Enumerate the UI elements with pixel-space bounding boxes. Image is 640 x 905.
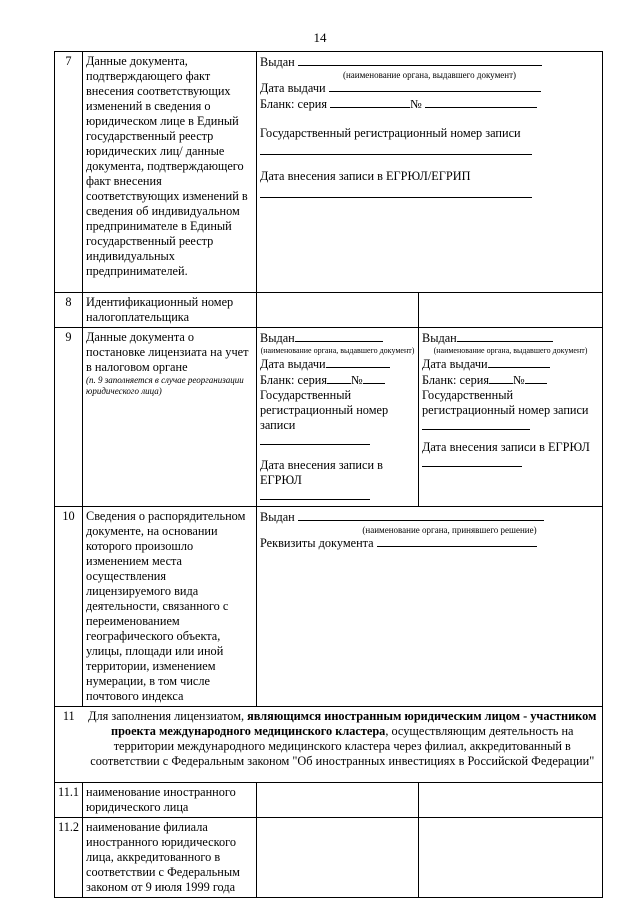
- details-label: Реквизиты документа: [260, 536, 374, 550]
- number-sign: №: [513, 373, 525, 387]
- issue-date-label: Дата выдачи: [260, 357, 326, 371]
- row-10: [55, 507, 603, 707]
- entry-date-label: Дата внесения записи в ЕГРЮЛ/ЕГРИП: [260, 169, 471, 183]
- reg-number-label: Государственный регистрационный номер записи: [260, 126, 521, 140]
- issue-date-field[interactable]: [329, 80, 541, 92]
- row-11-1-value-right[interactable]: [419, 783, 603, 818]
- issued-hint: (наименование органа, выдавшего документ): [433, 346, 588, 355]
- issued-label: Выдан: [260, 331, 295, 345]
- issue-date-label: Дата выдачи: [260, 81, 326, 95]
- row-11-2-value-left[interactable]: [257, 818, 419, 898]
- row-11-1-value-left[interactable]: [257, 783, 419, 818]
- row-9-left-fields: [257, 328, 419, 507]
- issue-date-field[interactable]: [488, 356, 550, 368]
- issued-hint: (наименование органа, выдавшего документ): [342, 70, 517, 80]
- blank-series-field[interactable]: [327, 372, 351, 384]
- reg-number-field[interactable]: [422, 418, 530, 430]
- row-9-note: (п. 9 заполняется в случае реорганизации юридического лица): [86, 375, 244, 396]
- reg-number-label: Государственный регистрационный номер записи: [260, 388, 389, 432]
- reg-number-field[interactable]: [260, 433, 370, 445]
- blank-number-field[interactable]: [525, 372, 547, 384]
- row-7: [55, 52, 603, 293]
- row-8-label: Идентификационный номер налогоплательщика: [83, 293, 257, 328]
- row-10-fields: [257, 507, 603, 707]
- row-9: [55, 328, 603, 507]
- row-11-2-number: 11.2: [55, 818, 83, 898]
- row-9-right-fields: [419, 328, 603, 507]
- issued-label: Выдан: [422, 331, 457, 345]
- row-7-fields: [257, 52, 603, 293]
- row-11-text-after: , осуществляющим деятельность на территории международного медицинского кластера через филиал, аккредитованный в соответствии с Федеральным законом "Об иностранных инвестициях в Российской Федерации": [90, 724, 595, 768]
- blank-number-field[interactable]: [363, 372, 385, 384]
- number-sign: №: [351, 373, 363, 387]
- issued-label: Выдан: [260, 510, 295, 524]
- row-7-number: 7: [55, 52, 83, 293]
- issued-field[interactable]: [298, 509, 544, 521]
- blank-series-label: Бланк: серия: [260, 97, 327, 111]
- row-10-number: 10: [55, 507, 83, 707]
- row-9-number: 9: [55, 328, 83, 507]
- issued-field[interactable]: [295, 330, 383, 342]
- row-10-label: Сведения о распорядительном документе, на основании которого произошло изменением места осуществления лицензируемого вида деятельности, связанного с переименованием географического объекта, улицы, площади или иной территории, изменением нумерации, в том числе почтового индекса: [83, 507, 257, 707]
- row-8-value-right[interactable]: [419, 293, 603, 328]
- issued-field[interactable]: [298, 54, 542, 66]
- row-11-1-label: наименование иностранного юридического лица: [83, 783, 257, 818]
- entry-date-field[interactable]: [422, 455, 522, 467]
- row-8-value-left[interactable]: [257, 293, 419, 328]
- blank-series-field[interactable]: [489, 372, 513, 384]
- number-sign: №: [410, 97, 422, 111]
- row-9-label-cell: [83, 328, 257, 507]
- entry-date-label: Дата внесения записи в ЕГРЮЛ: [260, 458, 383, 487]
- row-11-1-number: 11.1: [55, 783, 83, 818]
- page-number: 14: [313, 30, 327, 45]
- license-form-table: [54, 51, 603, 898]
- reg-number-label: Государственный регистрационный номер записи: [422, 388, 589, 417]
- issued-field[interactable]: [457, 330, 553, 342]
- issue-date-label: Дата выдачи: [422, 357, 488, 371]
- issued-hint: (наименование органа, принявшего решение): [362, 525, 537, 535]
- issued-label: Выдан: [260, 55, 295, 69]
- blank-number-field[interactable]: [425, 96, 537, 108]
- entry-date-label: Дата внесения записи в ЕГРЮЛ: [422, 440, 590, 454]
- row-11-text: [83, 707, 603, 783]
- row-9-label: Данные документа о постановке лицензиата на учет в налоговом органе: [86, 330, 249, 374]
- row-7-label: Данные документа, подтверждающего факт внесения соответствующих изменений в сведения о юридическом лице в Единый государственный реестр юридических лиц/ данные документа, подтверждающего факт внесения соответствующих изменений в сведения об индивидуальном предпринимателе в Единый государственный реестр индивидуальных предпринимателей.: [83, 52, 257, 293]
- row-8: [55, 293, 603, 328]
- row-8-number: 8: [55, 293, 83, 328]
- issue-date-field[interactable]: [326, 356, 390, 368]
- reg-number-field[interactable]: [260, 141, 532, 155]
- issued-hint: (наименование органа, выдавшего документ): [260, 346, 415, 355]
- row-11-2: [55, 818, 603, 898]
- row-11-number: 11: [55, 707, 83, 783]
- entry-date-field[interactable]: [260, 184, 532, 198]
- row-11-text-bold: являющимся иностранным юридическим лицом - участником проекта международного медицинского кластера: [111, 709, 597, 738]
- row-11-2-label: наименование филиала иностранного юридического лица, аккредитованного в соответствии с Федеральным законом от 9 июля 1999 года: [83, 818, 257, 898]
- blank-series-label: Бланк: серия: [422, 373, 489, 387]
- row-11-2-value-right[interactable]: [419, 818, 603, 898]
- row-11-1: [55, 783, 603, 818]
- blank-series-label: Бланк: серия: [260, 373, 327, 387]
- row-11-text-before: Для заполнения лицензиатом,: [88, 709, 245, 723]
- entry-date-field[interactable]: [260, 488, 370, 500]
- row-11: [55, 707, 603, 783]
- details-field[interactable]: [377, 535, 537, 547]
- blank-series-field[interactable]: [330, 96, 410, 108]
